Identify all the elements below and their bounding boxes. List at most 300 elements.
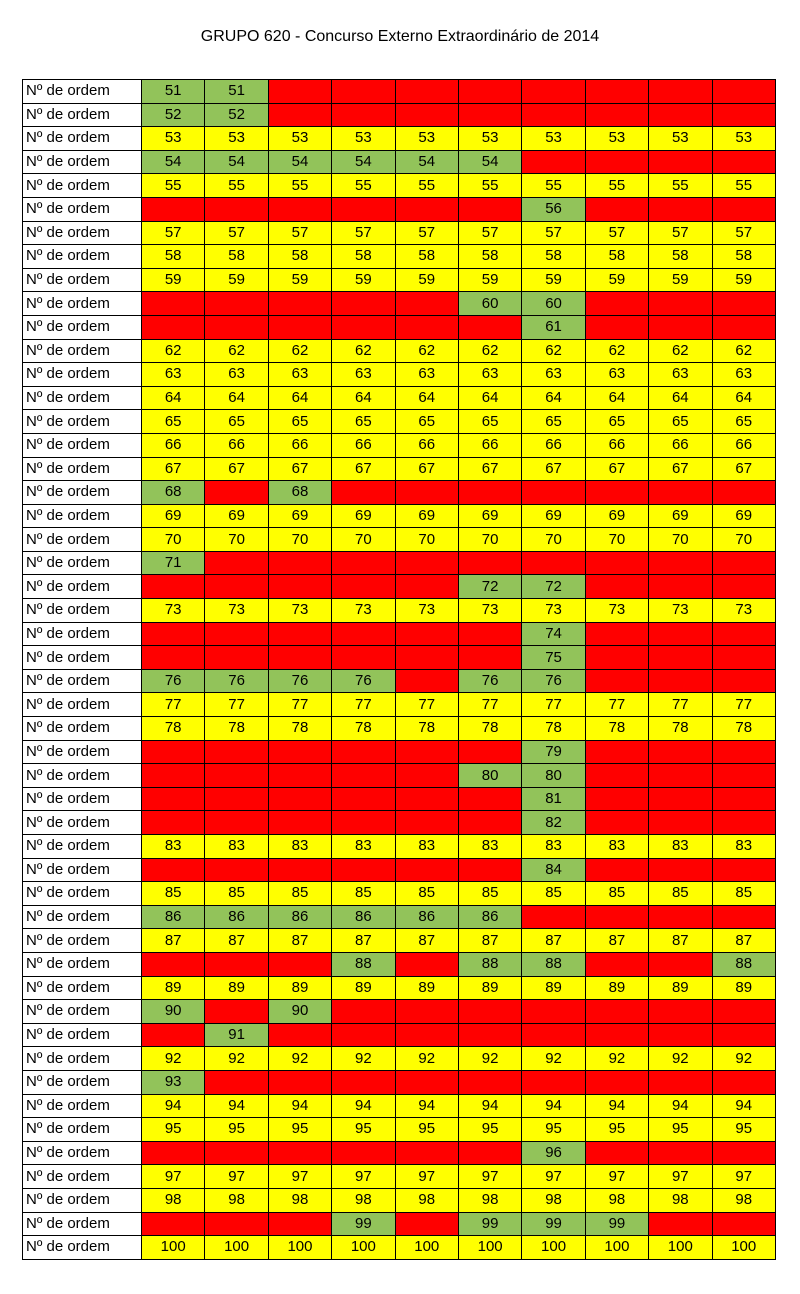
table-cell — [142, 787, 205, 811]
table-cell — [712, 150, 775, 174]
table-cell: 87 — [268, 929, 331, 953]
table-cell: 58 — [458, 245, 521, 269]
table-cell: 54 — [395, 150, 458, 174]
row-label: Nº de ordem — [23, 1212, 142, 1236]
table-cell: 98 — [712, 1188, 775, 1212]
table-cell: 66 — [332, 433, 395, 457]
table-cell — [649, 740, 712, 764]
table-cell — [332, 103, 395, 127]
table-cell — [712, 764, 775, 788]
row-label: Nº de ordem — [23, 1165, 142, 1189]
table-cell — [585, 764, 648, 788]
table-cell — [585, 575, 648, 599]
table-cell — [268, 197, 331, 221]
table-cell: 97 — [205, 1165, 268, 1189]
table-cell: 53 — [585, 127, 648, 151]
table-cell: 95 — [585, 1118, 648, 1142]
table-cell: 58 — [522, 245, 585, 269]
table-cell: 63 — [458, 363, 521, 387]
table-cell — [522, 1000, 585, 1024]
table-cell: 66 — [142, 433, 205, 457]
table-cell — [395, 858, 458, 882]
table-cell — [712, 905, 775, 929]
table-cell — [268, 1141, 331, 1165]
table-cell: 100 — [142, 1236, 205, 1260]
table-cell: 95 — [395, 1118, 458, 1142]
table-cell: 70 — [458, 528, 521, 552]
table-cell — [268, 952, 331, 976]
table-cell — [142, 764, 205, 788]
table-cell: 100 — [332, 1236, 395, 1260]
table-cell — [458, 1141, 521, 1165]
table-cell: 100 — [649, 1236, 712, 1260]
table-cell — [649, 150, 712, 174]
table-row — [23, 835, 776, 859]
table-cell: 67 — [522, 457, 585, 481]
table-row — [23, 481, 776, 505]
table-cell — [585, 858, 648, 882]
table-cell — [205, 1000, 268, 1024]
row-label: Nº de ordem — [23, 1000, 142, 1024]
table-cell: 85 — [332, 882, 395, 906]
table-cell — [268, 1212, 331, 1236]
table-cell: 92 — [332, 1047, 395, 1071]
table-row — [23, 905, 776, 929]
table-cell: 53 — [205, 127, 268, 151]
table-cell — [458, 646, 521, 670]
table-cell: 98 — [458, 1188, 521, 1212]
table-cell — [395, 952, 458, 976]
table-cell: 94 — [268, 1094, 331, 1118]
table-cell — [522, 150, 585, 174]
table-cell: 87 — [585, 929, 648, 953]
table-cell: 92 — [142, 1047, 205, 1071]
row-label: Nº de ordem — [23, 599, 142, 623]
table-cell — [458, 80, 521, 104]
table-cell: 77 — [522, 693, 585, 717]
table-cell: 85 — [585, 882, 648, 906]
table-cell: 70 — [142, 528, 205, 552]
table-cell: 78 — [205, 717, 268, 741]
table-cell: 99 — [585, 1212, 648, 1236]
table-cell: 89 — [205, 976, 268, 1000]
table-cell: 99 — [332, 1212, 395, 1236]
table-cell: 54 — [268, 150, 331, 174]
table-cell — [458, 811, 521, 835]
table-row — [23, 221, 776, 245]
table-cell: 58 — [712, 245, 775, 269]
table-cell: 78 — [332, 717, 395, 741]
table-row — [23, 1023, 776, 1047]
table-cell: 78 — [458, 717, 521, 741]
table-cell: 63 — [332, 363, 395, 387]
table-row — [23, 315, 776, 339]
table-cell — [649, 197, 712, 221]
row-label: Nº de ordem — [23, 1094, 142, 1118]
table-cell: 81 — [522, 787, 585, 811]
table-cell: 86 — [458, 905, 521, 929]
table-cell — [712, 1000, 775, 1024]
table-row — [23, 551, 776, 575]
table-cell: 83 — [458, 835, 521, 859]
table-cell — [458, 858, 521, 882]
table-cell: 77 — [458, 693, 521, 717]
table-row — [23, 929, 776, 953]
table-cell — [142, 1212, 205, 1236]
row-label: Nº de ordem — [23, 1023, 142, 1047]
table-row — [23, 976, 776, 1000]
table-cell — [649, 1000, 712, 1024]
table-cell — [205, 1070, 268, 1094]
table-cell — [142, 1023, 205, 1047]
table-cell: 64 — [458, 386, 521, 410]
table-row — [23, 457, 776, 481]
table-cell: 92 — [458, 1047, 521, 1071]
table-cell: 89 — [458, 976, 521, 1000]
table-cell — [332, 575, 395, 599]
table-cell: 95 — [142, 1118, 205, 1142]
table-row — [23, 1165, 776, 1189]
row-label: Nº de ordem — [23, 1188, 142, 1212]
row-label: Nº de ordem — [23, 787, 142, 811]
table-cell: 58 — [395, 245, 458, 269]
table-cell: 83 — [522, 835, 585, 859]
table-cell — [649, 1141, 712, 1165]
table-cell: 58 — [585, 245, 648, 269]
table-cell — [649, 1212, 712, 1236]
table-cell — [585, 1070, 648, 1094]
table-cell: 67 — [142, 457, 205, 481]
table-cell: 97 — [395, 1165, 458, 1189]
table-cell — [585, 551, 648, 575]
table-row — [23, 127, 776, 151]
table-cell: 89 — [332, 976, 395, 1000]
table-cell — [395, 1141, 458, 1165]
table-cell: 69 — [205, 504, 268, 528]
table-cell — [585, 315, 648, 339]
table-cell — [142, 646, 205, 670]
table-cell: 56 — [522, 197, 585, 221]
table-cell: 94 — [522, 1094, 585, 1118]
table-cell — [458, 103, 521, 127]
table-cell: 87 — [712, 929, 775, 953]
table-cell: 77 — [205, 693, 268, 717]
row-label: Nº de ordem — [23, 528, 142, 552]
table-cell: 94 — [649, 1094, 712, 1118]
table-row — [23, 952, 776, 976]
row-label: Nº de ordem — [23, 127, 142, 151]
table-cell: 85 — [395, 882, 458, 906]
table-row — [23, 386, 776, 410]
table-cell: 88 — [458, 952, 521, 976]
table-cell: 94 — [142, 1094, 205, 1118]
table-cell: 59 — [205, 268, 268, 292]
table-cell: 76 — [142, 669, 205, 693]
row-label: Nº de ordem — [23, 103, 142, 127]
table-row — [23, 1000, 776, 1024]
table-cell: 94 — [458, 1094, 521, 1118]
table-cell: 97 — [649, 1165, 712, 1189]
table-cell: 55 — [142, 174, 205, 198]
table-cell: 63 — [268, 363, 331, 387]
row-label: Nº de ordem — [23, 339, 142, 363]
table-cell: 53 — [142, 127, 205, 151]
row-label: Nº de ordem — [23, 268, 142, 292]
table-cell: 78 — [142, 717, 205, 741]
table-cell: 62 — [268, 339, 331, 363]
row-label: Nº de ordem — [23, 1236, 142, 1260]
table-cell: 78 — [649, 717, 712, 741]
row-label: Nº de ordem — [23, 929, 142, 953]
table-cell: 64 — [522, 386, 585, 410]
table-cell: 65 — [649, 410, 712, 434]
table-cell — [712, 481, 775, 505]
table-cell: 87 — [142, 929, 205, 953]
table-cell: 95 — [522, 1118, 585, 1142]
table-cell: 91 — [205, 1023, 268, 1047]
table-row — [23, 245, 776, 269]
row-label: Nº de ordem — [23, 1118, 142, 1142]
table-cell — [142, 1141, 205, 1165]
table-cell — [458, 315, 521, 339]
table-cell: 97 — [458, 1165, 521, 1189]
table-row — [23, 858, 776, 882]
table-cell — [649, 1023, 712, 1047]
table-cell — [205, 197, 268, 221]
table-cell — [332, 481, 395, 505]
row-label: Nº de ordem — [23, 504, 142, 528]
row-label: Nº de ordem — [23, 646, 142, 670]
table-cell: 85 — [205, 882, 268, 906]
table-cell — [332, 292, 395, 316]
table-cell — [268, 646, 331, 670]
table-cell — [205, 551, 268, 575]
table-cell — [395, 1023, 458, 1047]
table-row — [23, 717, 776, 741]
table-cell — [649, 80, 712, 104]
table-cell: 64 — [585, 386, 648, 410]
table-cell — [712, 575, 775, 599]
table-cell: 88 — [712, 952, 775, 976]
table-cell: 69 — [268, 504, 331, 528]
table-cell — [649, 292, 712, 316]
table-cell: 55 — [395, 174, 458, 198]
table-cell: 62 — [458, 339, 521, 363]
table-cell: 62 — [712, 339, 775, 363]
table-row — [23, 363, 776, 387]
table-row — [23, 1212, 776, 1236]
table-cell: 99 — [522, 1212, 585, 1236]
table-cell: 87 — [332, 929, 395, 953]
table-cell — [712, 740, 775, 764]
table-cell: 62 — [205, 339, 268, 363]
table-cell: 65 — [268, 410, 331, 434]
table-cell: 70 — [332, 528, 395, 552]
table-cell — [332, 1000, 395, 1024]
table-cell: 55 — [712, 174, 775, 198]
table-cell: 62 — [332, 339, 395, 363]
table-cell: 97 — [712, 1165, 775, 1189]
table-cell: 66 — [649, 433, 712, 457]
table-cell: 73 — [268, 599, 331, 623]
table-cell: 61 — [522, 315, 585, 339]
table-cell: 97 — [522, 1165, 585, 1189]
table-cell: 77 — [712, 693, 775, 717]
table-cell: 63 — [142, 363, 205, 387]
table-cell — [585, 952, 648, 976]
table-cell: 87 — [458, 929, 521, 953]
table-cell — [585, 80, 648, 104]
table-cell — [649, 315, 712, 339]
table-cell: 57 — [458, 221, 521, 245]
table-cell: 69 — [585, 504, 648, 528]
table-cell: 68 — [268, 481, 331, 505]
table-cell — [712, 1070, 775, 1094]
table-cell: 100 — [395, 1236, 458, 1260]
table-cell — [585, 740, 648, 764]
table-cell: 55 — [585, 174, 648, 198]
table-cell: 95 — [712, 1118, 775, 1142]
table-cell: 84 — [522, 858, 585, 882]
table-cell: 65 — [458, 410, 521, 434]
table-cell: 80 — [458, 764, 521, 788]
table-cell: 95 — [268, 1118, 331, 1142]
table-cell — [142, 740, 205, 764]
table-cell: 92 — [268, 1047, 331, 1071]
table-cell — [649, 952, 712, 976]
table-cell — [585, 197, 648, 221]
table-cell — [585, 1023, 648, 1047]
table-cell — [332, 1141, 395, 1165]
table-cell — [712, 787, 775, 811]
table-cell: 89 — [395, 976, 458, 1000]
table-row — [23, 268, 776, 292]
table-cell — [395, 80, 458, 104]
table-cell — [395, 669, 458, 693]
table-cell: 57 — [268, 221, 331, 245]
table-cell: 64 — [268, 386, 331, 410]
table-cell: 92 — [395, 1047, 458, 1071]
table-cell: 73 — [395, 599, 458, 623]
table-cell: 77 — [585, 693, 648, 717]
row-label: Nº de ordem — [23, 905, 142, 929]
row-label: Nº de ordem — [23, 882, 142, 906]
table-cell: 87 — [649, 929, 712, 953]
table-cell: 94 — [712, 1094, 775, 1118]
table-cell — [712, 1212, 775, 1236]
table-cell — [649, 481, 712, 505]
table-cell: 73 — [712, 599, 775, 623]
table-cell: 62 — [142, 339, 205, 363]
table-cell — [205, 952, 268, 976]
table-cell — [332, 646, 395, 670]
table-row — [23, 1094, 776, 1118]
table-cell: 64 — [712, 386, 775, 410]
row-label: Nº de ordem — [23, 551, 142, 575]
row-label: Nº de ordem — [23, 1047, 142, 1071]
table-cell: 55 — [332, 174, 395, 198]
table-cell: 74 — [522, 622, 585, 646]
table-cell: 93 — [142, 1070, 205, 1094]
table-cell — [205, 1141, 268, 1165]
table-cell: 55 — [205, 174, 268, 198]
table-row — [23, 292, 776, 316]
table-cell — [205, 575, 268, 599]
table-cell: 55 — [458, 174, 521, 198]
table-cell: 53 — [268, 127, 331, 151]
table-cell: 89 — [585, 976, 648, 1000]
table-cell — [649, 103, 712, 127]
table-cell — [332, 811, 395, 835]
table-cell — [585, 622, 648, 646]
table-cell: 76 — [268, 669, 331, 693]
table-cell: 70 — [268, 528, 331, 552]
table-cell: 83 — [585, 835, 648, 859]
table-cell — [205, 622, 268, 646]
table-cell — [458, 481, 521, 505]
table-cell — [395, 740, 458, 764]
table-cell — [712, 197, 775, 221]
table-cell: 98 — [142, 1188, 205, 1212]
row-label: Nº de ordem — [23, 245, 142, 269]
table-cell: 59 — [332, 268, 395, 292]
table-cell: 86 — [395, 905, 458, 929]
table-cell: 83 — [712, 835, 775, 859]
table-cell: 54 — [142, 150, 205, 174]
table-cell: 76 — [458, 669, 521, 693]
table-cell: 92 — [712, 1047, 775, 1071]
table-cell: 95 — [332, 1118, 395, 1142]
row-label: Nº de ordem — [23, 197, 142, 221]
table-cell: 71 — [142, 551, 205, 575]
table-cell: 57 — [712, 221, 775, 245]
table-cell: 63 — [522, 363, 585, 387]
table-cell: 100 — [712, 1236, 775, 1260]
table-cell — [395, 622, 458, 646]
table-cell: 98 — [395, 1188, 458, 1212]
table-cell — [268, 103, 331, 127]
row-label: Nº de ordem — [23, 622, 142, 646]
table-cell — [142, 811, 205, 835]
table-cell: 96 — [522, 1141, 585, 1165]
table-cell: 94 — [205, 1094, 268, 1118]
table-cell: 70 — [712, 528, 775, 552]
table-cell: 70 — [649, 528, 712, 552]
row-label: Nº de ordem — [23, 811, 142, 835]
table-cell: 54 — [205, 150, 268, 174]
table-cell: 69 — [142, 504, 205, 528]
table-cell: 66 — [395, 433, 458, 457]
table-row — [23, 1141, 776, 1165]
table-cell: 97 — [142, 1165, 205, 1189]
row-label: Nº de ordem — [23, 740, 142, 764]
table-cell — [205, 740, 268, 764]
table-cell: 57 — [205, 221, 268, 245]
table-cell: 92 — [585, 1047, 648, 1071]
table-cell: 78 — [585, 717, 648, 741]
table-cell: 60 — [522, 292, 585, 316]
table-cell — [712, 1141, 775, 1165]
table-cell — [522, 905, 585, 929]
table-row — [23, 646, 776, 670]
table-cell: 86 — [205, 905, 268, 929]
table-cell — [458, 787, 521, 811]
table-cell — [395, 575, 458, 599]
table-cell — [522, 80, 585, 104]
table-row — [23, 80, 776, 104]
table-cell: 63 — [205, 363, 268, 387]
table-cell: 97 — [268, 1165, 331, 1189]
